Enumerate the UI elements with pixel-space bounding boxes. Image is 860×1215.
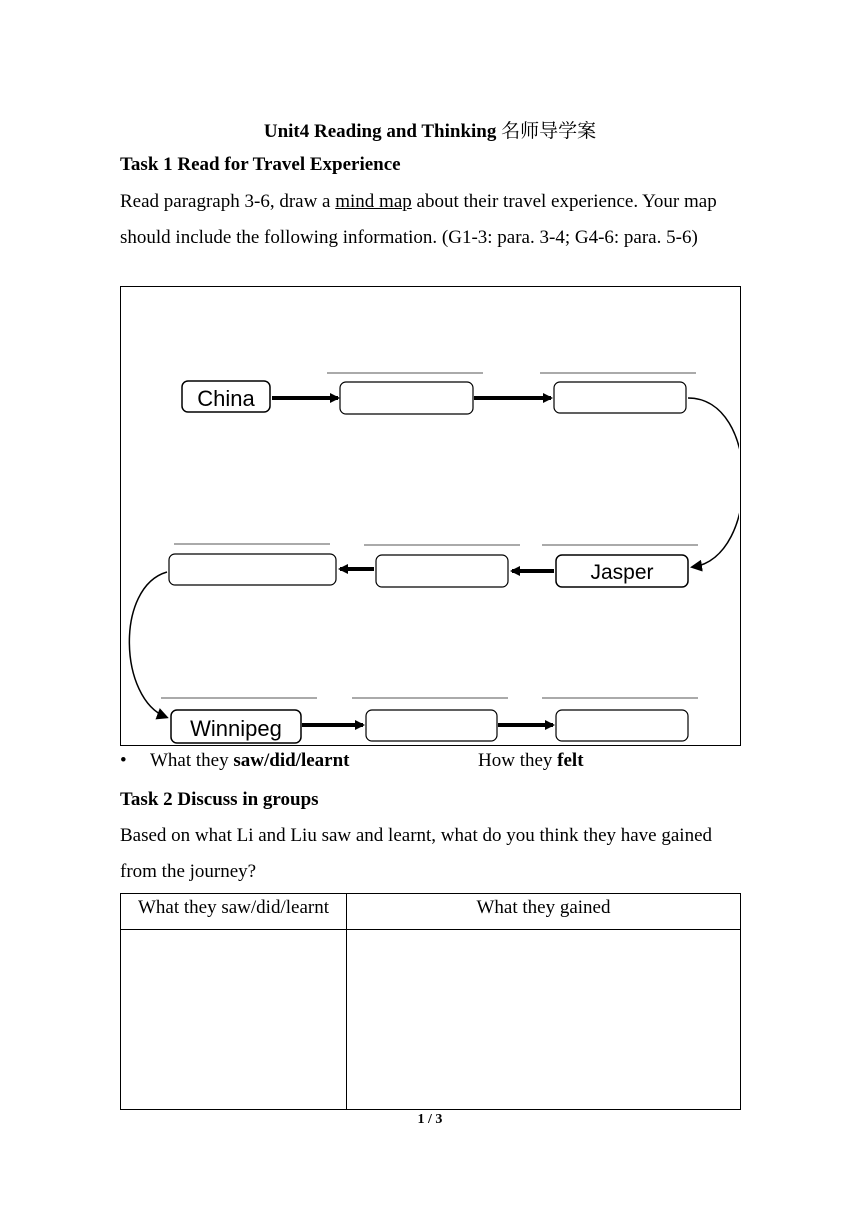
title-chinese: 名师导学案 (501, 120, 597, 142)
gains-col-gained: What they gained (347, 894, 741, 930)
task2-heading: Task 2 Discuss in groups (120, 789, 319, 810)
mind-map-diagram (121, 287, 739, 744)
connector-right-curve (688, 398, 739, 567)
box-jasper-label: Jasper (590, 561, 654, 584)
bullet-dot: • (120, 750, 127, 771)
page-number: 1 / 3 (417, 1112, 443, 1127)
legend-item-saw-prefix: What they (150, 750, 234, 771)
gains-table-answer-row (121, 930, 741, 1110)
task2-instructions (120, 818, 750, 890)
box-china-label: China (197, 386, 255, 411)
task1-heading: Task 1 Read for Travel Experience (120, 154, 401, 175)
task2-line-1: Based on what Li and Liu saw and learnt, what do you think they have gained (120, 825, 713, 846)
legend-item-felt-prefix: How they (478, 750, 558, 771)
answer-cell-saw[interactable] (121, 930, 347, 1110)
gains-table-header (121, 894, 741, 930)
box-r3-2[interactable] (366, 710, 497, 741)
box-r1-2[interactable] (340, 382, 473, 414)
legend-item-saw (150, 750, 349, 772)
mind-map-term: mind map (335, 191, 412, 212)
task1-line-1-start: Read paragraph 3-6, draw a (120, 191, 336, 212)
task1-line-1 (120, 184, 750, 220)
page-title (0, 116, 860, 143)
legend-item-felt-bold: felt (557, 750, 584, 771)
box-r2-2[interactable] (376, 555, 508, 587)
legend-item-felt (478, 750, 584, 772)
mind-map-legend (120, 750, 760, 776)
gains-col-saw: What they saw/did/learnt (121, 894, 347, 930)
task2-line-2: from the journey? (120, 861, 257, 882)
task1-line-2: should include the following information. (G1-3: para. 3-4; G4-6: para. 5-6) (120, 227, 698, 248)
box-r1-3[interactable] (554, 382, 686, 413)
task1-line-1-end: about their travel experience. Your map (411, 191, 717, 212)
title-english: Unit4 Reading and Thinking (263, 121, 497, 142)
answer-cell-gained[interactable] (347, 930, 741, 1110)
box-r2-3[interactable] (169, 554, 336, 585)
gains-table (120, 893, 741, 1110)
mind-map-frame (120, 286, 741, 746)
box-winnipeg-label: Winnipeg (190, 716, 282, 741)
connector-left-curve (129, 572, 167, 717)
task1-instructions (120, 184, 750, 256)
legend-item-saw-bold: saw/did/learnt (233, 750, 350, 771)
box-r3-3[interactable] (556, 710, 688, 741)
